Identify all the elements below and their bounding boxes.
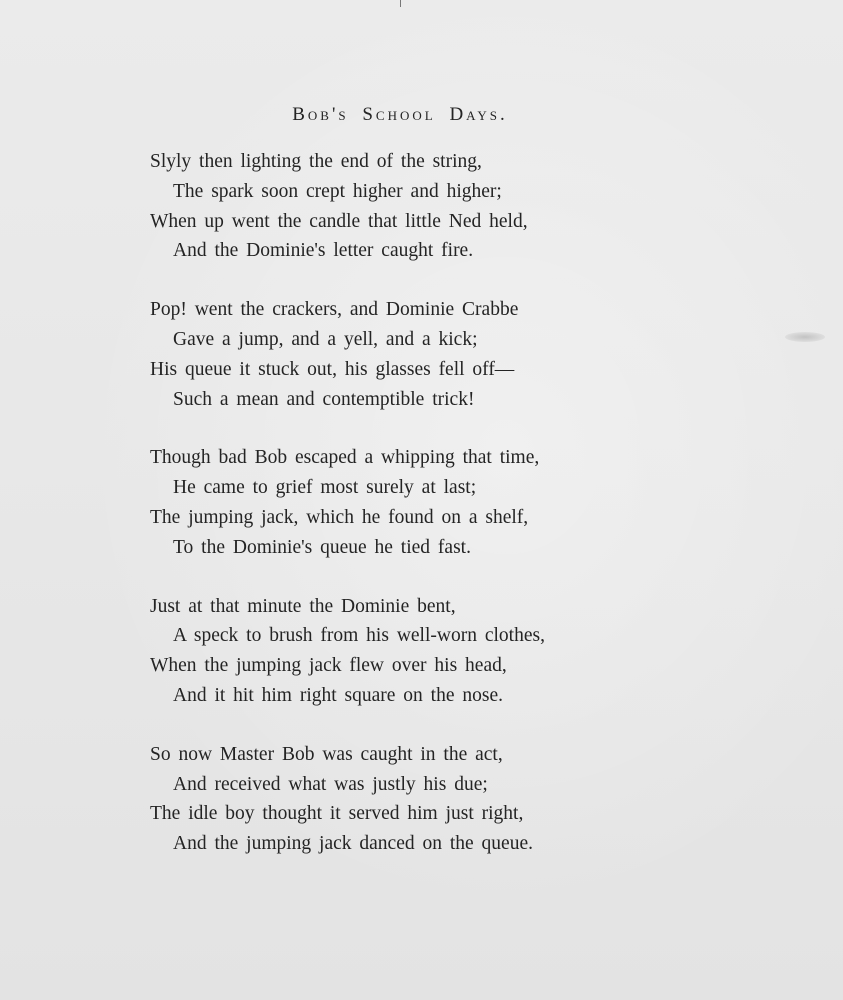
print-mark (400, 0, 401, 7)
poem-line: And it hit him right square on the nose. (173, 684, 504, 706)
poem-line: And the Dominie's letter caught fire. (173, 240, 474, 262)
stanza-2 (150, 295, 650, 414)
poem-line: When the jumping jack flew over his head, (150, 655, 507, 677)
poem-line: The spark soon crept higher and higher; (173, 180, 502, 202)
poem-line: Pop! went the crackers, and Dominie Crabbe (150, 299, 519, 321)
poem-line: Gave a jump, and a yell, and a kick; (173, 328, 478, 350)
page-title: Bob's School Days. (292, 104, 508, 125)
poem-line: And the jumping jack danced on the queue. (173, 833, 533, 855)
poem-line: The idle boy thought it served him just right, (150, 803, 524, 825)
poem-line: Slyly then lighting the end of the string, (150, 151, 482, 172)
stanza-5 (150, 740, 650, 859)
stanza-3 (150, 443, 650, 562)
poem-line: Such a mean and contemptible trick! (173, 388, 475, 410)
poem-line: So now Master Bob was caught in the act, (150, 743, 503, 765)
poem (150, 147, 650, 888)
ink-smudge (785, 332, 825, 342)
poem-line: When up went the candle that little Ned held, (150, 210, 528, 232)
poem-line: He came to grief most surely at last; (173, 477, 477, 499)
stanza-4 (150, 592, 650, 711)
poem-line: The jumping jack, which he found on a shelf, (150, 506, 529, 528)
poem-line: To the Dominie's queue he tied fast. (173, 536, 471, 558)
poem-line: And received what was justly his due; (173, 773, 488, 795)
poem-line: Though bad Bob escaped a whipping that time, (150, 447, 540, 469)
poem-line: Just at that minute the Dominie bent, (150, 595, 456, 617)
poem-line: His queue it stuck out, his glasses fell off— (150, 358, 515, 380)
poem-line: A speck to brush from his well-worn clothes, (173, 625, 545, 647)
stanza-1 (150, 147, 650, 266)
